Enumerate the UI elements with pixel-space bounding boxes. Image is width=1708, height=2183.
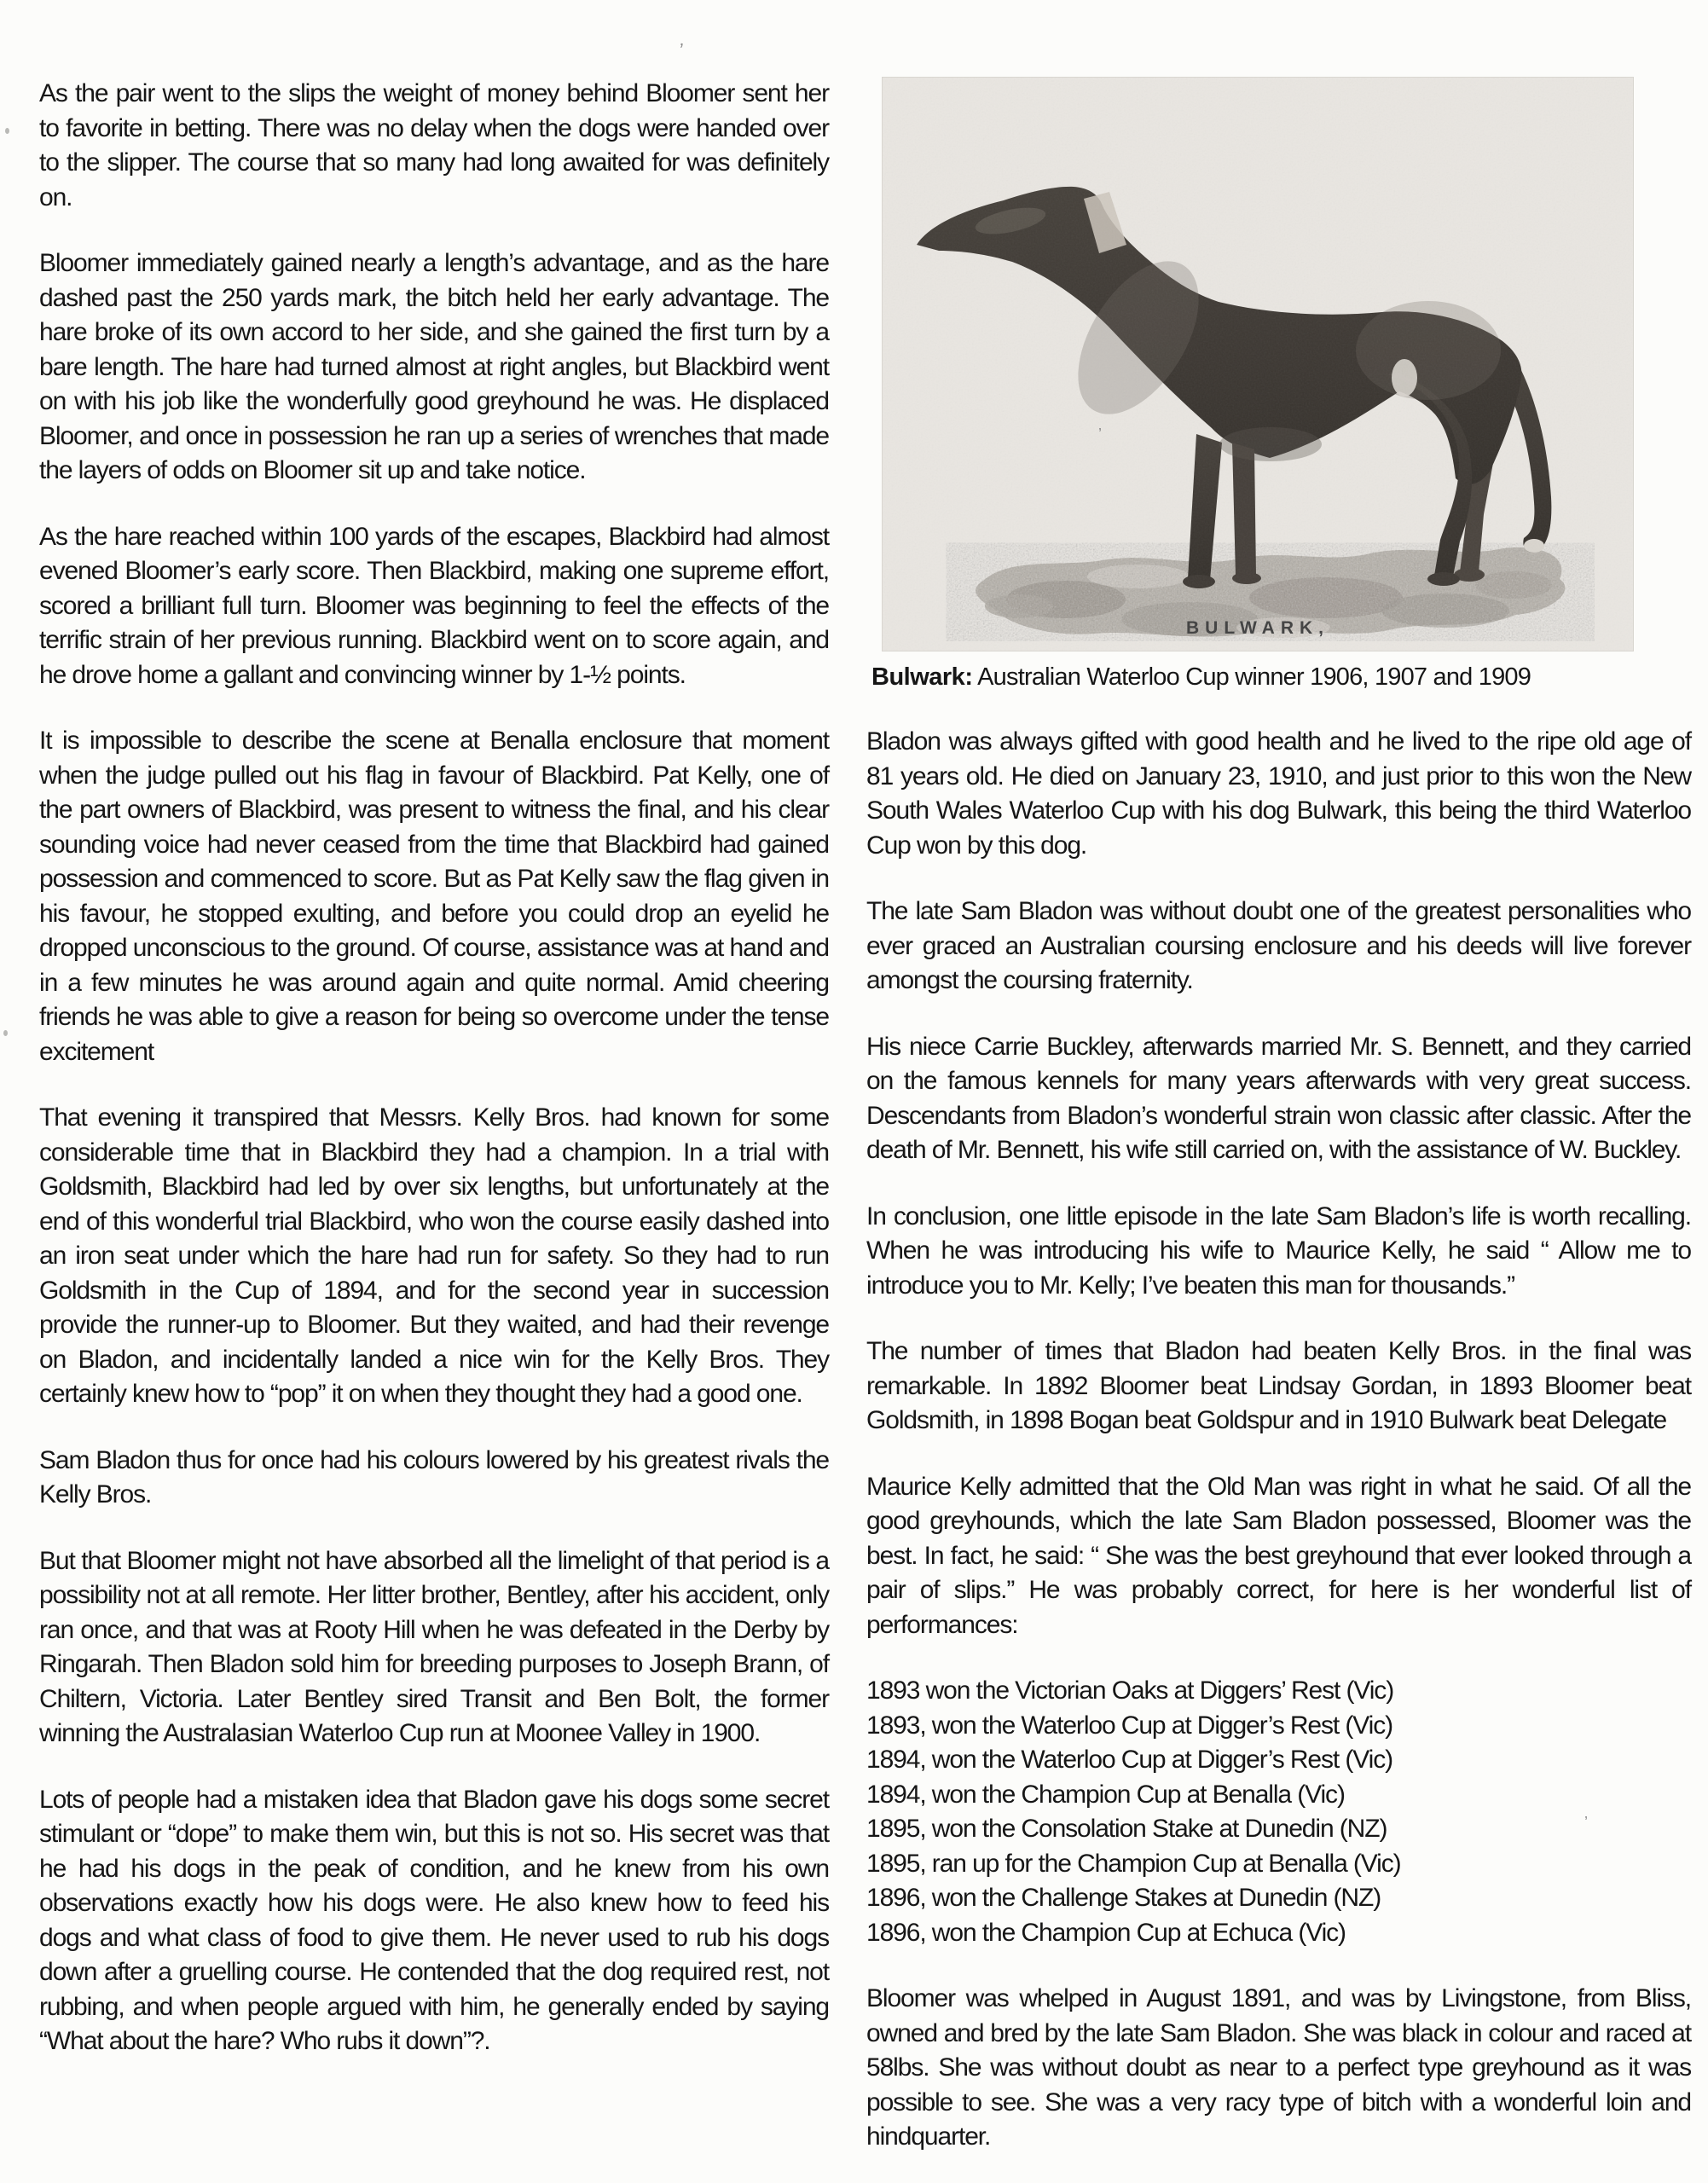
paragraph: In conclusion, one little episode in the late Sam Bladon’s life is worth recalling. When he was introducing his wife to Maurice Kelly, he said “ Allow me to introduce you to Mr. Kelly; I’ve beaten this man for thousands.” bbox=[866, 1202, 1691, 1300]
paragraph: The number of times that Bladon had beaten Kelly Bros. in the final was remarkable. In 1892 Bloomer beat Lindsay Gordan, in 1893 Bloomer beat Goldsmith, in 1898 Bogan beat Goldspur and in 1910 Bulwark beat Delegate bbox=[866, 1337, 1691, 1434]
photo-caption-label: Bulwark: bbox=[871, 663, 973, 691]
performance-line: 1896, won the Champion Cup at Echuca (Vic) bbox=[866, 1918, 1346, 1947]
scan-artifact: ’ bbox=[1584, 1814, 1588, 1831]
performance-list bbox=[866, 1674, 1691, 1950]
performance-line: 1895, ran up for the Champion Cup at Benalla (Vic) bbox=[866, 1849, 1401, 1878]
photo-caption-text: Australian Waterloo Cup winner 1906, 1907 and 1909 bbox=[972, 663, 1531, 691]
performance-line: 1895, won the Consolation Stake at Dunedin (NZ) bbox=[866, 1815, 1387, 1843]
paragraph: That evening it transpired that Messrs. Kelly Bros. had known for some considerable time that in Blackbird they had a champion. In a trial with Goldsmith, Blackbird had led by over six lengths, but unfortunately at the end of this wonderful trial Blackbird, who won the course easily dashed into an iron seat under which the hare had run for safety. So they had to run Goldsmith in the Cup of 1894, and for the second year in succession provide the runner-up to Bloomer. But they waited, and had their revenge on Bladon, and incidentally landed a nice win for the Kelly Bros. They certainly knew how to “pop” it on when they thought they had a good one. bbox=[39, 1103, 829, 1408]
right-column bbox=[866, 77, 1691, 2155]
paragraph: Bladon was always gifted with good health and he lived to the ripe old age of 81 years old. He died on January 23, 1910, and just prior to this won the New South Wales Waterloo Cup with his dog Bulwark, this being the third Waterloo Cup won by this dog. bbox=[866, 727, 1691, 860]
scan-speck bbox=[3, 1030, 8, 1036]
paragraph: It is impossible to describe the scene at Benalla enclosure that moment when the judge pulled out his flag in favour of Blackbird. Pat Kelly, one of the part owners of Blackbird, was present to witness the final, and his clear sounding voice had never ceased from the time that Blackbird had gained possession and commenced to score. But as Pat Kelly saw the flag given in his favour, he stopped exulting, and before you could drop an eyelid he dropped unconscious to the ground. Of course, assistance was at hand and in a few minutes he was around again and quite normal. Amid cheering friends he was able to give a reason for being so overcome under the tense excitement bbox=[39, 727, 829, 1066]
paragraph: Maurice Kelly admitted that the Old Man was right in what he said. Of all the good greyhounds, which the late Sam Bladon possessed, Bloomer was the best. In fact, he said: “ She was the best greyhound that ever looked through a pair of slips.” He was probably correct, for here is her wonderful list of performances: bbox=[866, 1472, 1691, 1639]
photo-inner-caption: BULWARK, bbox=[1186, 618, 1329, 638]
photo-grain bbox=[883, 78, 1633, 651]
paragraph: Bloomer was whelped in August 1891, and was by Livingstone, from Bliss, owned and bred by the late Sam Bladon. She was black in colour and raced at 58lbs. She was without doubt as near to a perfect type greyhound as it was possible to see. She was a very racy type of bitch with a wonderful loin and hindquarter. bbox=[866, 1984, 1691, 2151]
scan-artifact: ’ bbox=[677, 38, 685, 61]
paragraph: The late Sam Bladon was without doubt one of the greatest personalities who ever graced an Australian coursing enclosure and his deeds will live forever amongst the coursing fraternity. bbox=[866, 897, 1691, 994]
bulwark-photo bbox=[882, 77, 1634, 651]
paragraph: Sam Bladon thus for once had his colours lowered by his greatest rivals the Kelly Bros. bbox=[39, 1445, 829, 1508]
performance-line: 1896, won the Challenge Stakes at Dunedin (NZ) bbox=[866, 1884, 1381, 1912]
scan-artifact: ’ bbox=[1098, 426, 1102, 443]
paragraph: As the hare reached within 100 yards of the escapes, Blackbird had almost evened Bloomer’s early score. Then Blackbird, making one supreme effort, scored a brilliant full turn. Bloomer was beginning to feel the effects of the terrific strain of her previous running. Blackbird went on to score again, and he drove home a gallant and convincing winner by 1-½ points. bbox=[39, 522, 829, 689]
performance-line: 1893 won the Victorian Oaks at Diggers’ Rest (Vic) bbox=[866, 1676, 1394, 1705]
performance-line: 1893, won the Waterloo Cup at Digger’s Rest (Vic) bbox=[866, 1711, 1392, 1740]
photo-caption bbox=[871, 660, 1691, 694]
greyhound-illustration bbox=[883, 78, 1633, 651]
paragraph: But that Bloomer might not have absorbed all the limelight of that period is a possibility not at all remote. Her litter brother, Bentley, after his accident, only ran once, and that was at Rooty Hill when he was defeated in the Derby by Ringarah. Then Bladon sold him for breeding purposes to Joseph Brann, of Chiltern, Victoria. Later Bentley sired Transit and Ben Bolt, the former winning the Australasian Waterloo Cup run at Moonee Valley in 1900. bbox=[39, 1546, 829, 1747]
scan-speck bbox=[5, 128, 9, 134]
performance-line: 1894, won the Waterloo Cup at Digger’s Rest (Vic) bbox=[866, 1746, 1392, 1774]
performance-line: 1894, won the Champion Cup at Benalla (Vic) bbox=[866, 1780, 1345, 1809]
paragraph: His niece Carrie Buckley, afterwards married Mr. S. Bennett, and they carried on the famous kennels for many years afterwards with very great success. Descendants from Bladon’s wonderful strain won classic after classic. After the death of Mr. Bennett, his wife still carried on, with the assistance of W. Buckley. bbox=[866, 1032, 1691, 1164]
paragraph: Bloomer immediately gained nearly a length’s advantage, and as the hare dashed past the 250 yards mark, the bitch held her early advantage. The hare broke of its own accord to her side, and she gained the first turn by a bare length. The hare had turned almost at right angles, but Blackbird went on with his job like the wonderfully good greyhound he was. He displaced Bloomer, and once in possession he ran up a series of wrenches that made the layers of odds on Bloomer sit up and take notice. bbox=[39, 249, 829, 484]
paragraph: As the pair went to the slips the weight of money behind Bloomer sent her to favorite in betting. There was no delay when the dogs were handed over to the slipper. The course that so many had long awaited for was definitely on. bbox=[39, 79, 829, 211]
paragraph: Lots of people had a mistaken idea that Bladon gave his dogs some secret stimulant or “dope” to make them win, but this is not so. His secret was that he had his dogs in the peak of condition, and he knew from his own observations exactly how his dogs were. He also knew how to feed his dogs and what class of food to give them. He never used to rub his dogs down after a gruelling course. He contended that the dog required rest, not rubbing, and when people argued with him, he generally ended by saying “What about the hare? Who rubs it down”?. bbox=[39, 1785, 829, 2055]
left-column bbox=[39, 77, 829, 2155]
